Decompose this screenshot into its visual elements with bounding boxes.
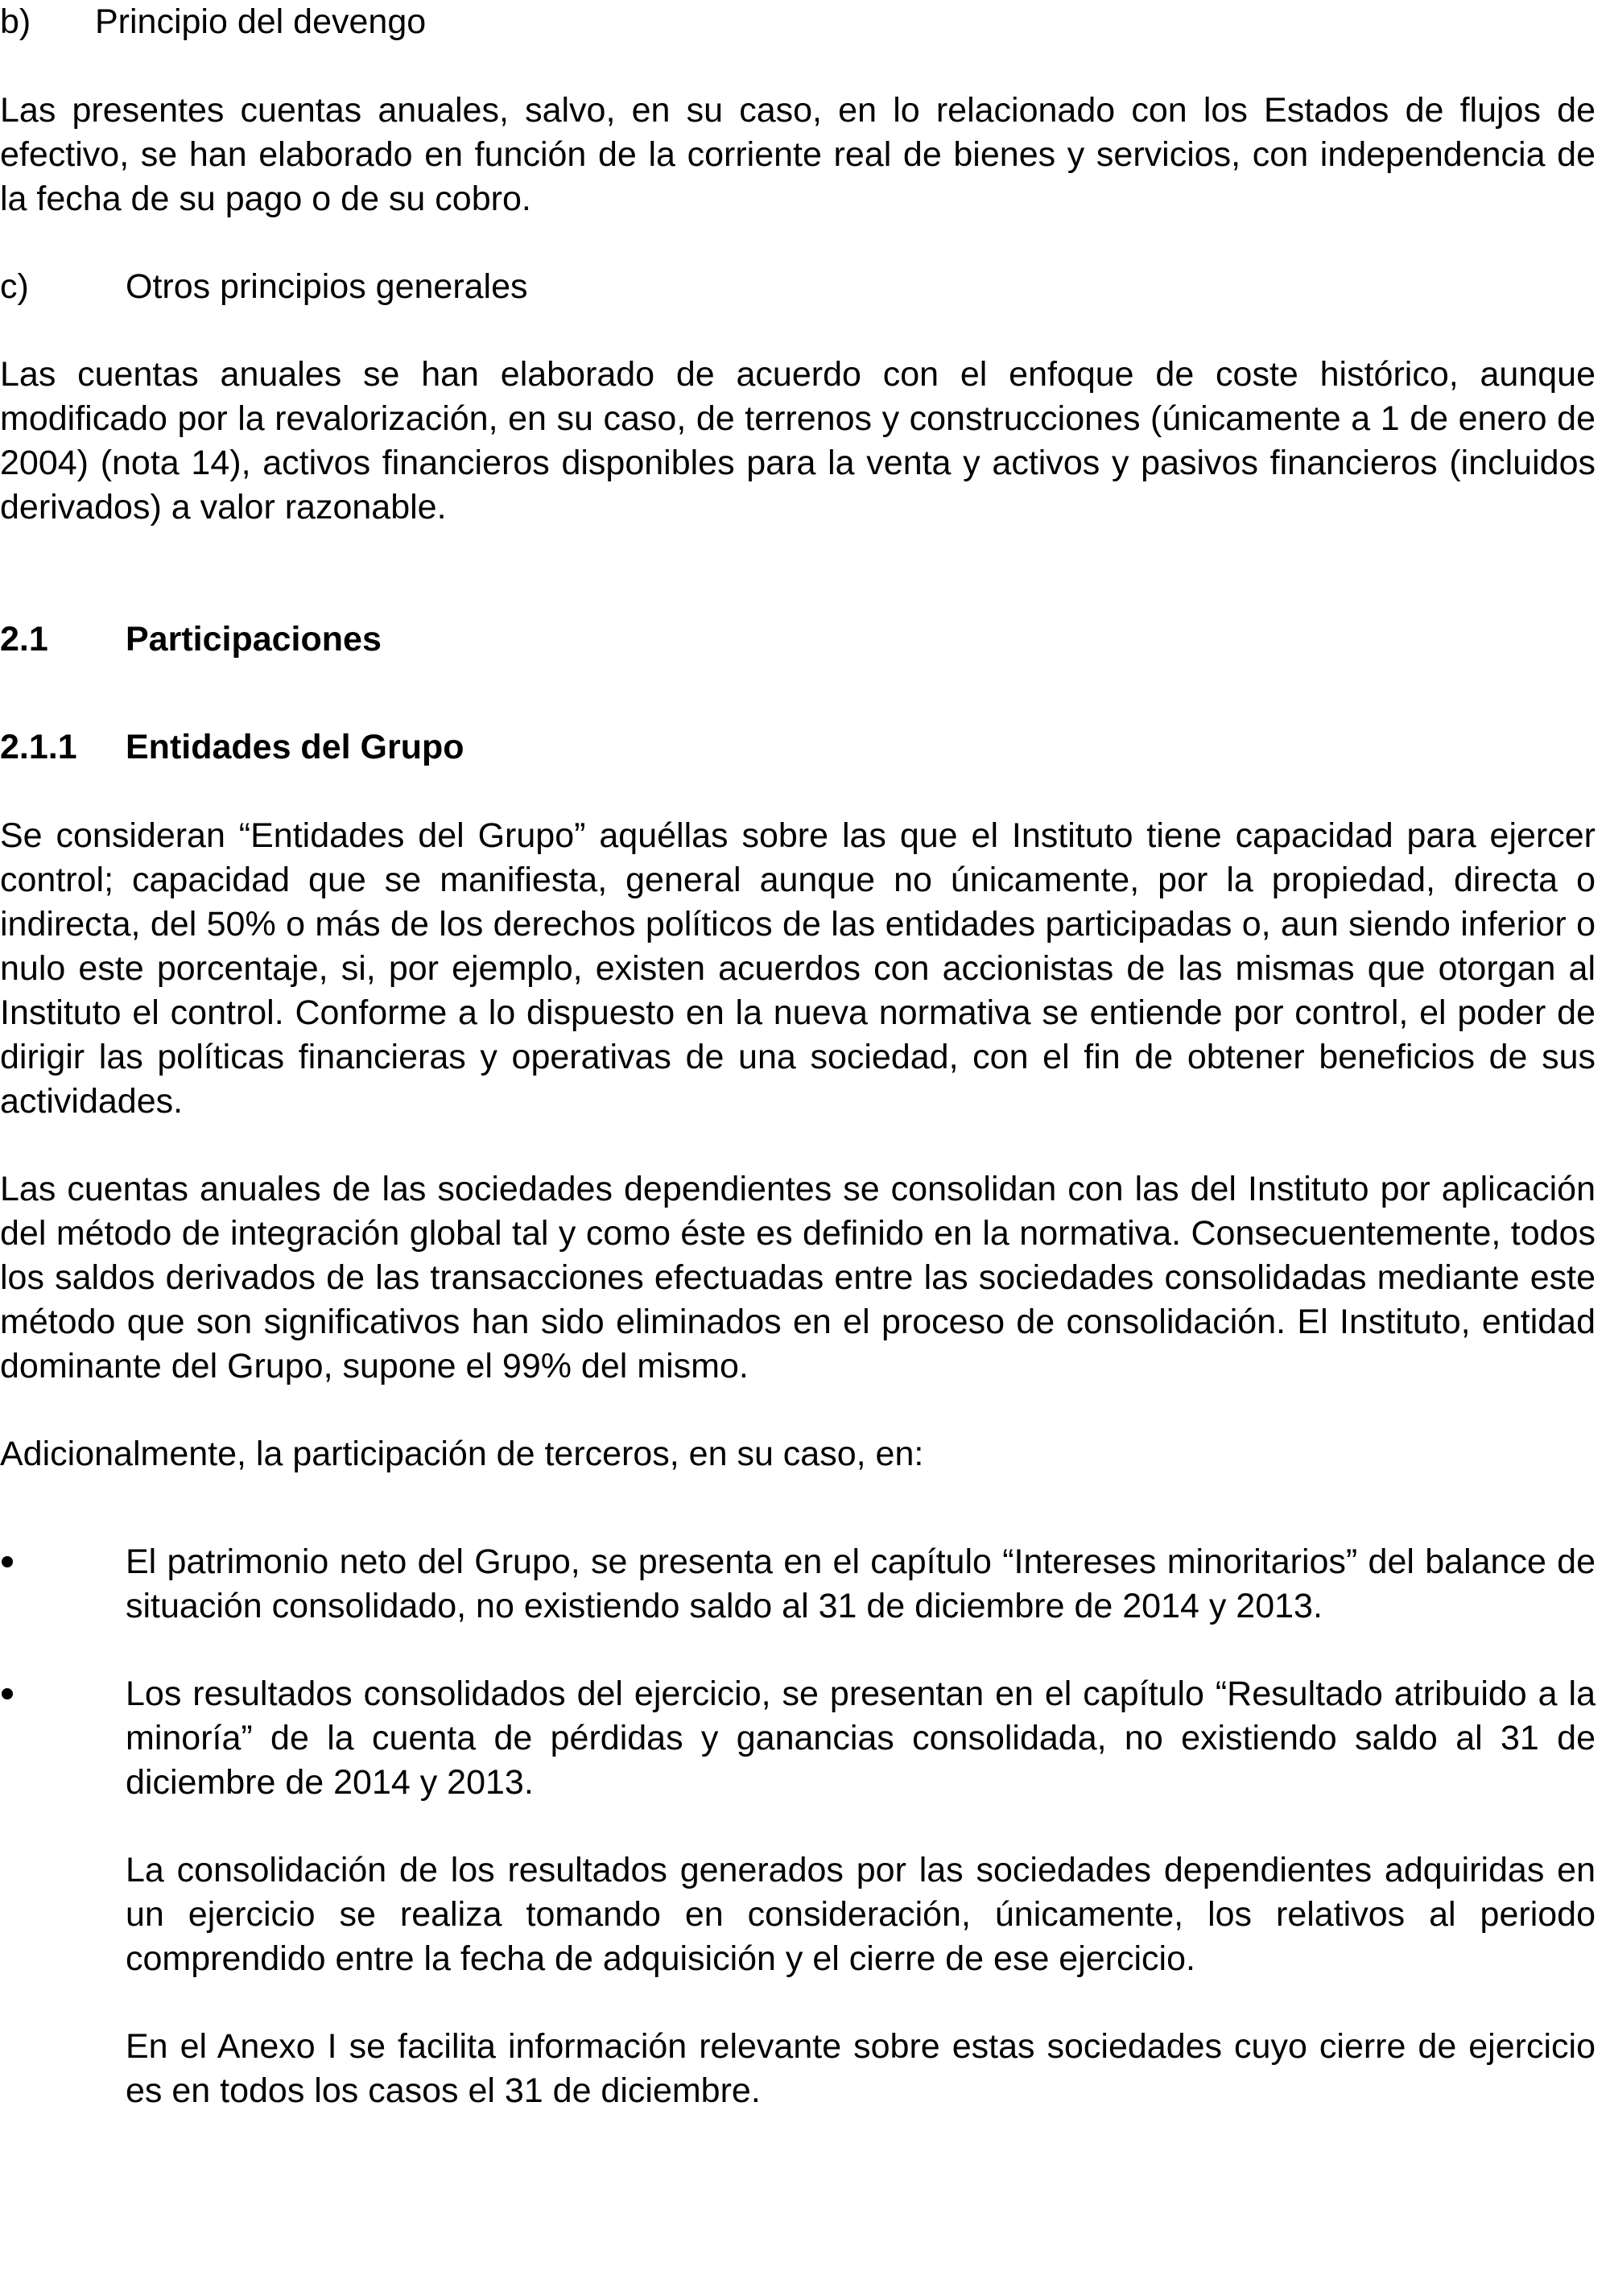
heading-2-1-1-title: Entidades del Grupo: [126, 728, 464, 766]
paragraph-entidades-grupo: Se consideran “Entidades del Grupo” aquéllas sobre las que el Instituto tiene capacidad para ejercer control; capacidad que se manifiesta, general aunque no únicamente, por la propiedad, directa o indirecta, del 50% o más de los derechos políticos de las entidades participadas o, aun siendo inferior o nulo este porcentaje, si, por ejemplo, existen acuerdos con accionistas de las mismas que otorgan al Instituto el control. Conforme a lo dispuesto en la nueva normativa se entiende por control, el poder de dirigir las políticas financieras y operativas de una sociedad, con el fin de obtener beneficios de sus actividades.: [0, 816, 1596, 1121]
section-c-text: Las cuentas anuales se han elaborado de acuerdo con el enfoque de coste histórico, aunque modificado por la revalorización, en su caso, de terrenos y construcciones (únicamente a 1 de enero de 2004) (nota 14), activos financieros disponibles para la venta y activos y pasivos financieros (incluidos derivados) a valor razonable.: [0, 355, 1596, 527]
paragraph-terceros-intro: Adicionalmente, la participación de terceros, en su caso, en:: [0, 1435, 924, 1473]
bullet-icon: [0, 1540, 126, 1629]
spacer: [0, 530, 1596, 617]
heading-2-1-1: [0, 725, 1596, 770]
list-item: [0, 1540, 1596, 1629]
section-c-heading: [0, 265, 1596, 309]
heading-2-1-number: 2.1: [0, 620, 48, 659]
list-item: [0, 1672, 1596, 1805]
indented-paragraph-anexo: En el Anexo I se facilita información relevante sobre estas sociedades cuyo cierre de ejercicio es en todos los casos el 31 de diciembre.: [126, 2027, 1596, 2110]
section-c-marker: c): [0, 267, 29, 306]
section-b-title: Principio del devengo: [95, 2, 427, 41]
bullet-text: El patrimonio neto del Grupo, se presenta en el capítulo “Intereses minoritarios” del balance de situación consolidado, no existiendo saldo al 31 de diciembre de 2014 y 2013.: [126, 1542, 1596, 1625]
heading-2-1: [0, 617, 1596, 662]
bullet-icon: [0, 1672, 126, 1805]
paragraph-consolidacion: Las cuentas anuales de las sociedades dependientes se consolidan con las del Instituto por aplicación del método de integración global tal y como éste es definido en la normativa. Consecuentemente, todos los saldos derivados de las transacciones efectuadas entre las sociedades consolidadas mediante este método que son significativos han sido eliminados en el proceso de consolidación. El Instituto, entidad dominante del Grupo, supone el 99% del mismo.: [0, 1170, 1596, 1385]
section-b-text: Las presentes cuentas anuales, salvo, en su caso, en lo relacionado con los Estados de flujos de efectivo, se han elaborado en función de la corriente real de bienes y servicios, con independencia de la fecha de su pago o de su cobro.: [0, 91, 1596, 218]
spacer: [0, 1476, 1596, 1540]
indented-paragraph-consolidacion-resultados: La consolidación de los resultados generados por las sociedades dependientes adquiridas en un ejercicio se realiza tomando en consideración, únicamente, los relativos al periodo comprendido entre la fecha de adquisición y el cierre de ese ejercicio.: [126, 1851, 1596, 1978]
bullet-text: Los resultados consolidados del ejercicio, se presentan en el capítulo “Resultado atribuido a la minoría” de la cuenta de pérdidas y ganancias consolidada, no existiendo saldo al 31 de diciembre de 2014 y 2013.: [126, 1675, 1596, 1802]
heading-2-1-1-number: 2.1.1: [0, 728, 77, 766]
section-b-marker: b): [0, 2, 31, 41]
heading-2-1-title: Participaciones: [126, 620, 382, 659]
section-c-title: Otros principios generales: [126, 267, 528, 306]
section-b-heading: [0, 0, 1596, 44]
